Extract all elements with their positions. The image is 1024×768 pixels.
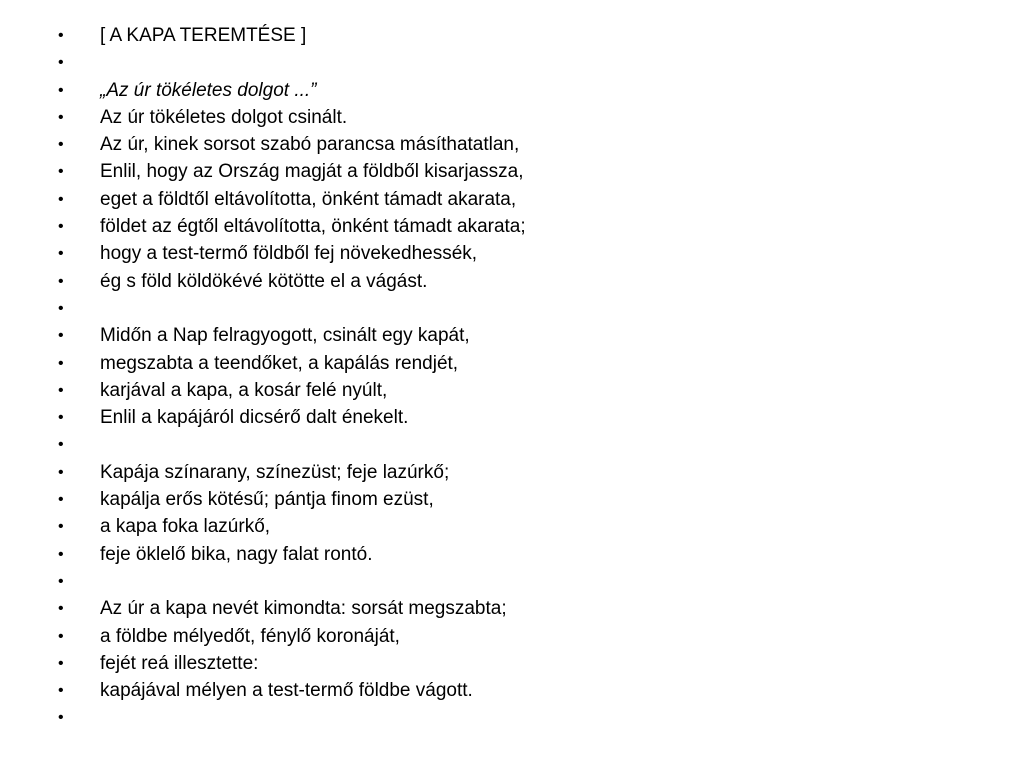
line-text: Midőn a Nap felragyogott, csinált egy kapát, xyxy=(100,325,470,347)
line-text: Az úr tökéletes dolgot csinált. xyxy=(100,106,348,128)
bullet-icon: • xyxy=(58,272,64,290)
bullet-icon: • xyxy=(58,27,64,44)
bullet-icon: • xyxy=(58,627,64,645)
line-text: fejét reá illesztette: xyxy=(100,652,259,674)
bullet-icon: • xyxy=(58,218,64,236)
line-text: Enlil, hogy az Ország magját a földből kisarjassza, xyxy=(100,161,524,183)
line-text: eget a földtől eltávolította, önként támadt akarata, xyxy=(100,188,517,210)
line-text: Az úr a kapa nevét kimondta: sorsát megszabta; xyxy=(100,598,507,620)
line-text: a földbe mélyedőt, fénylő koronáját, xyxy=(100,625,400,647)
line-text: megszabta a teendőket, a kapálás rendjét, xyxy=(100,352,459,374)
line-text: kapájával mélyen a test-termő földbe vágott. xyxy=(100,680,473,702)
bullet-icon: • xyxy=(58,190,64,208)
bullet-icon: • xyxy=(58,709,64,727)
line-text: ég s föld köldökévé kötötte el a vágást. xyxy=(100,270,428,292)
line-text: „Az úr tökéletes dolgot ...” xyxy=(100,79,317,101)
line-text: földet az égtől eltávolította, önként támadt akarata; xyxy=(100,216,526,238)
bullet-icon: • xyxy=(58,654,64,672)
bullet-icon: • xyxy=(58,545,64,563)
bullet-icon: • xyxy=(58,136,64,154)
bullet-icon: • xyxy=(58,299,64,317)
bullet-icon: • xyxy=(58,54,64,72)
line-text: kapálja erős kötésű; pántja finom ezüst, xyxy=(100,489,434,511)
bullet-icon: • xyxy=(58,108,64,126)
bullet-icon: • xyxy=(58,409,64,427)
line-text: karjával a kapa, a kosár felé nyúlt, xyxy=(100,379,388,401)
bullet-icon: • xyxy=(58,682,64,700)
bullet-icon: • xyxy=(58,518,64,536)
bullet-icon: • xyxy=(58,81,64,99)
line-text: hogy a test-termő földből fej növekedhessék, xyxy=(100,243,478,265)
bullet-icon: • xyxy=(58,491,64,509)
bullet-icon: • xyxy=(58,327,64,345)
bullet-icon: • xyxy=(58,163,64,181)
bullet-icon: • xyxy=(58,436,64,454)
bullet-icon: • xyxy=(58,381,64,399)
bullet-icon: • xyxy=(58,572,64,590)
line-text: a kapa foka lazúrkő, xyxy=(100,516,271,538)
line-text: Kapája színarany, színezüst; feje lazúrkő; xyxy=(100,461,450,483)
line-text: feje öklelő bika, nagy falat rontó. xyxy=(100,543,373,565)
bullet-icon: • xyxy=(58,354,64,372)
bullet-icon: • xyxy=(58,245,64,263)
line-text: Az úr, kinek sorsot szabó parancsa másíthatatlan, xyxy=(100,134,520,156)
bullet-icon: • xyxy=(58,600,64,618)
line-text: [ A KAPA TEREMTÉSE ] xyxy=(100,25,307,46)
bullet-icon: • xyxy=(58,463,64,481)
line-text: Enlil a kapájáról dicsérő dalt énekelt. xyxy=(100,407,409,429)
